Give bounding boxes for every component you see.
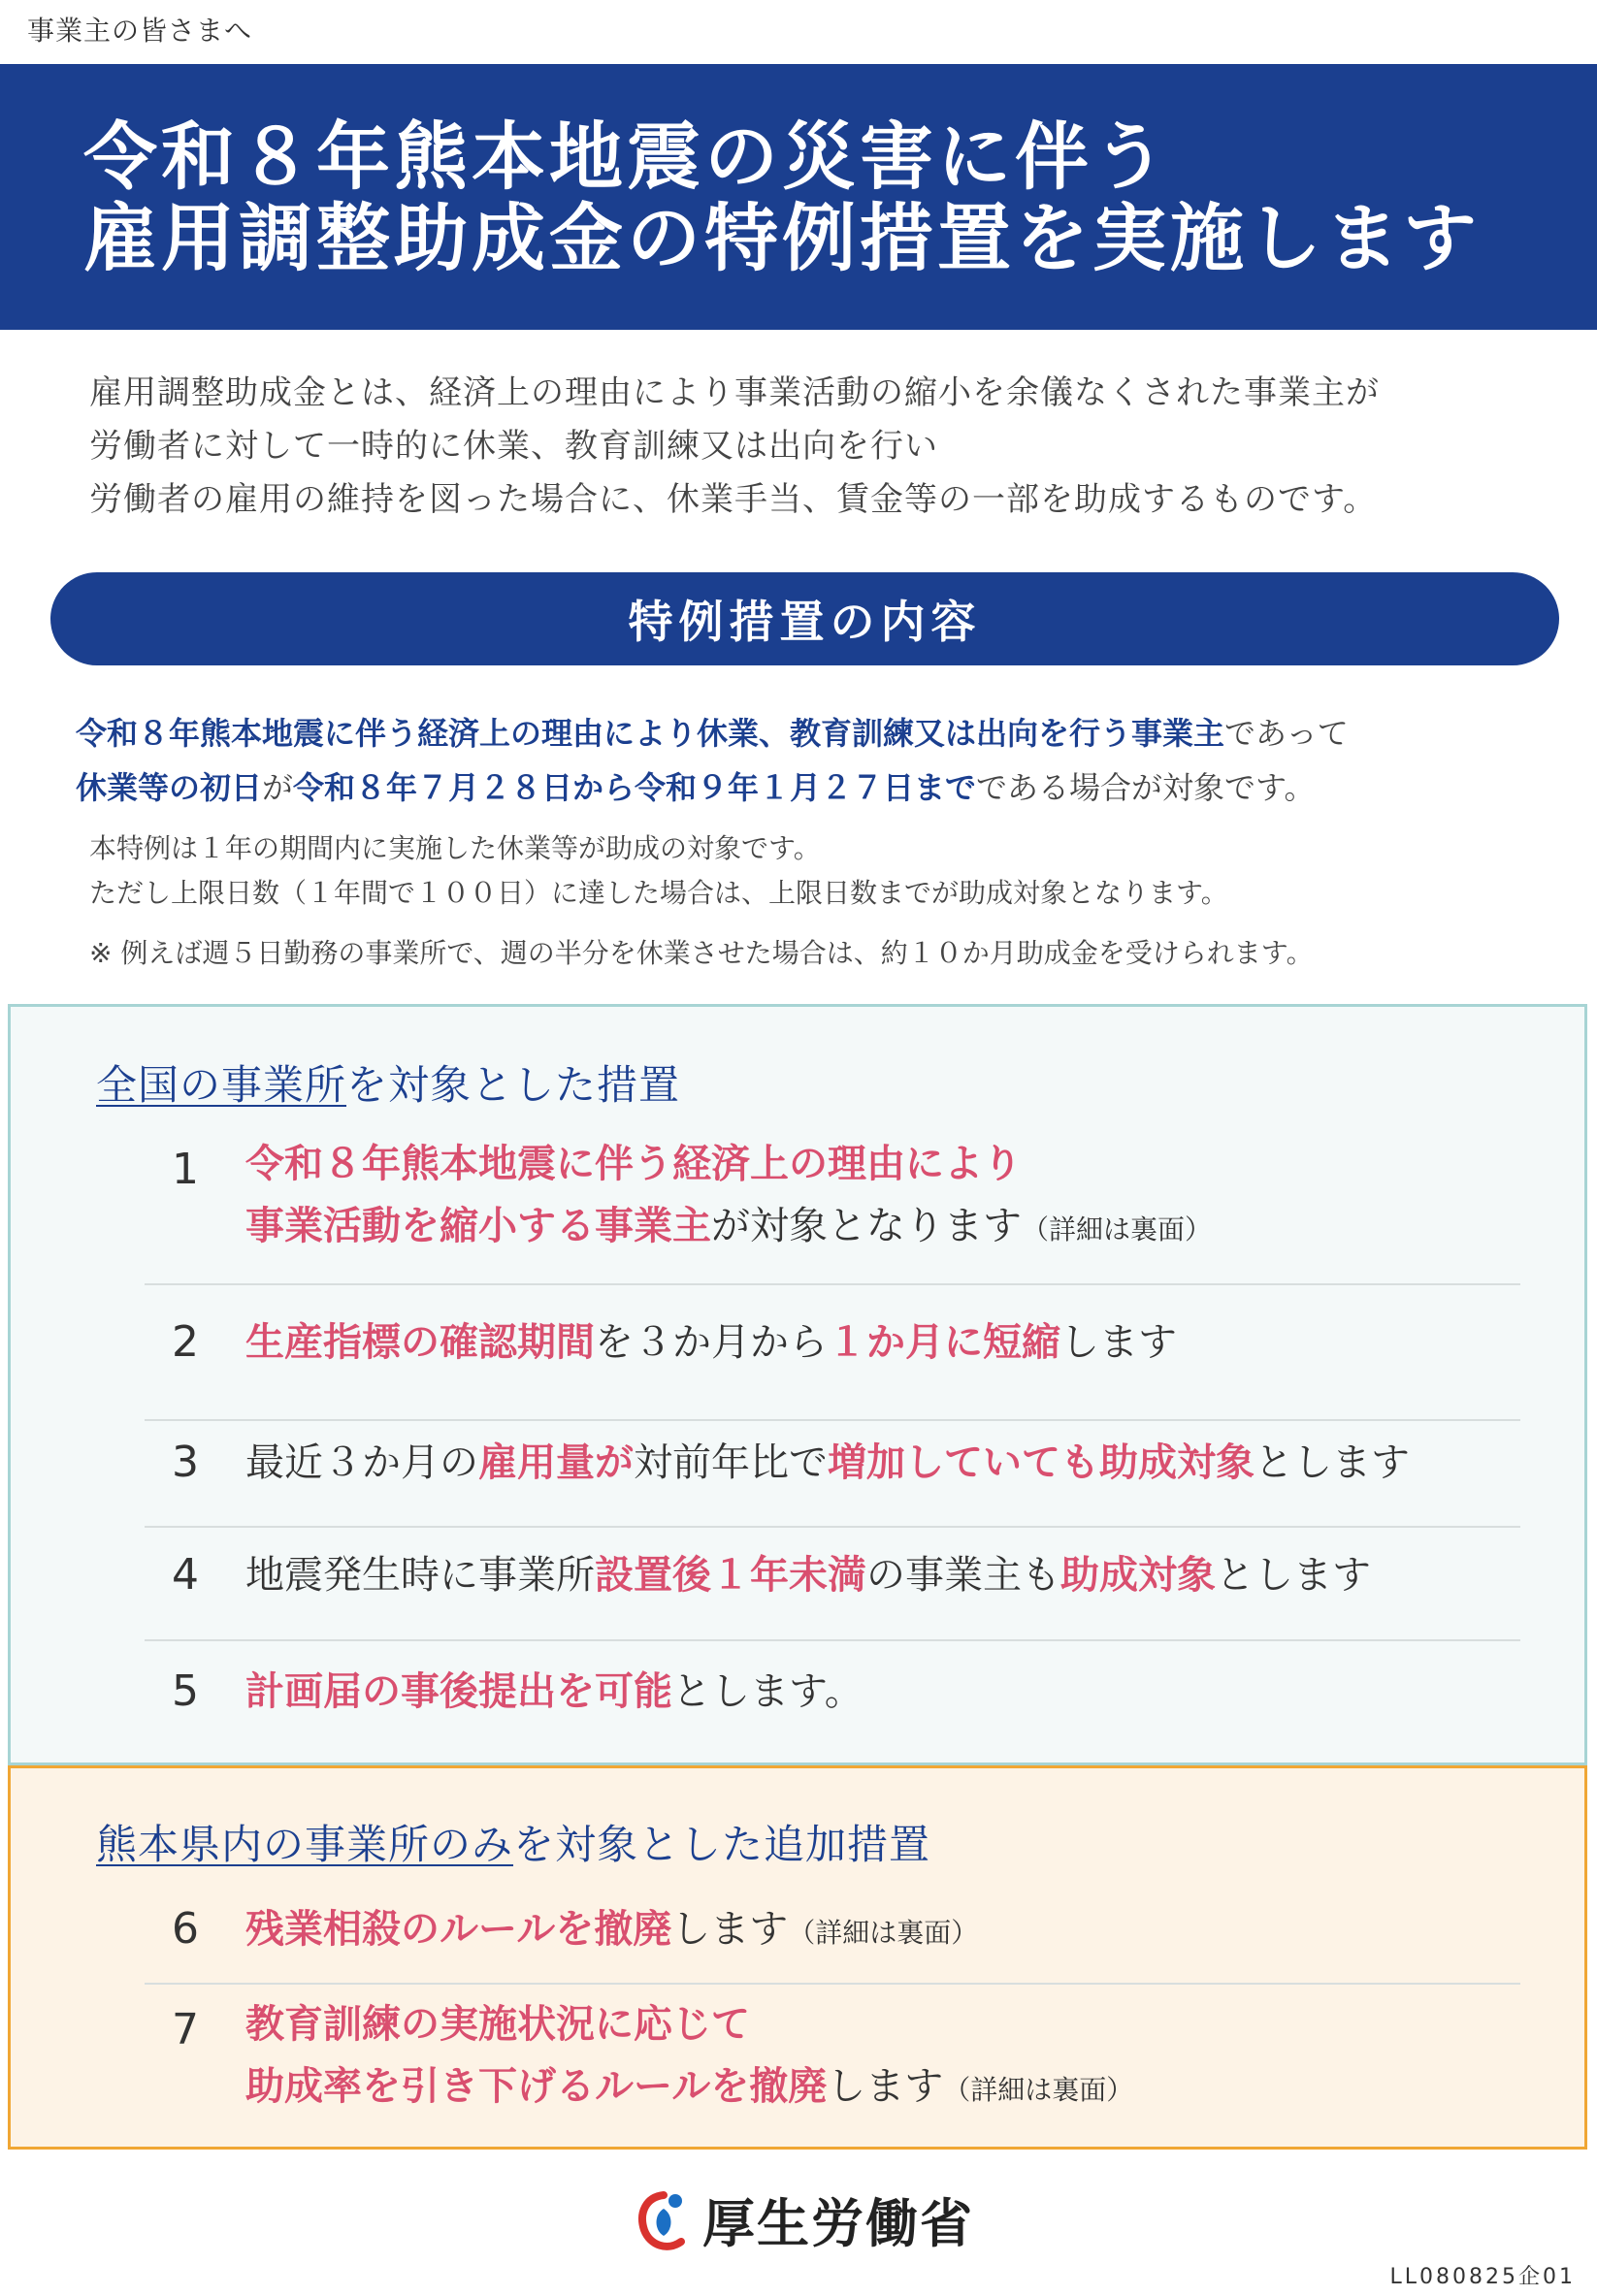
divider xyxy=(145,1526,1520,1528)
item-highlight: 残業相殺のルールを撤廃 xyxy=(245,1907,672,1952)
note-example: ※ 例えば週５日勤務の事業所で、週の半分を休業させた場合は、約１０か月助成金を受けられます。 xyxy=(89,937,1314,969)
item-note: （詳細は裏面） xyxy=(943,2074,1134,2106)
item-note: （詳細は裏面） xyxy=(1022,1213,1213,1245)
notes xyxy=(89,826,1564,976)
item-text: を３か月から xyxy=(595,1320,828,1365)
item-highlight: 助成対象 xyxy=(1060,1553,1216,1598)
item-text: とします xyxy=(1216,1553,1371,1598)
intro-line: 労働者の雇用の維持を図った場合に、休業手当、賃金等の一部を助成するものです。 xyxy=(89,480,1378,519)
item-highlight: 設置後１年未満 xyxy=(595,1553,866,1598)
item-number: 6 xyxy=(172,1904,199,1954)
item-number: 1 xyxy=(172,1145,199,1194)
kumamoto-heading xyxy=(96,1813,930,1871)
divider xyxy=(145,1983,1520,1985)
condition-line-1 xyxy=(76,706,1570,760)
ministry-logo xyxy=(635,2183,974,2257)
intro-line: 労働者に対して一時的に休業、教育訓練又は出向を行い xyxy=(89,427,938,466)
item-number: 7 xyxy=(172,2005,199,2054)
item-note: （詳細は裏面） xyxy=(788,1917,979,1949)
title-line-1: 令和８年熊本地震の災害に伴う xyxy=(83,113,1170,200)
item-text xyxy=(245,1544,1371,1606)
divider xyxy=(145,1639,1520,1641)
national-heading-rest: を対象とした措置 xyxy=(346,1061,681,1109)
note-line: 本特例は１年の期間内に実施した休業等が助成の対象です。 xyxy=(89,832,821,864)
intro-text xyxy=(89,367,1545,527)
item-highlight: 助成率を引き下げるルールを撤廃 xyxy=(245,2064,828,2109)
item-highlight: 計画届の事後提出を可能 xyxy=(245,1669,672,1714)
kumamoto-measures-box xyxy=(8,1765,1587,2150)
audience-label: 事業主の皆さまへ xyxy=(27,15,253,47)
item-number: 3 xyxy=(172,1438,199,1487)
intro-line: 雇用調整助成金とは、経済上の理由により事業活動の縮小を余儀なくされた事業主が xyxy=(89,373,1380,412)
item-text xyxy=(245,1311,1177,1374)
item-number: 4 xyxy=(172,1550,199,1600)
item-text: 地震発生時に事業所 xyxy=(245,1553,595,1598)
item-number: 5 xyxy=(172,1666,199,1716)
national-heading-underlined: 全国の事業所 xyxy=(96,1061,347,1109)
section-title: 特例措置の内容 xyxy=(628,596,982,648)
ministry-emblem-icon xyxy=(635,2187,693,2253)
item-text: の事業主も xyxy=(866,1553,1060,1598)
item-text: が対象となります xyxy=(711,1204,1022,1248)
item-number: 2 xyxy=(172,1317,199,1367)
item-text: とします。 xyxy=(672,1669,864,1714)
item-text: 最近３か月の xyxy=(245,1440,478,1485)
national-measures-box xyxy=(8,1004,1587,1765)
condition-text: である場合が対象です。 xyxy=(976,769,1316,806)
kumamoto-heading-rest: を対象とした追加措置 xyxy=(513,1821,931,1868)
document-code: LL080825企01 xyxy=(1389,2265,1576,2289)
condition-period: 令和８年７月２８日から令和９年１月２７日まで xyxy=(293,769,977,806)
divider xyxy=(145,1419,1520,1421)
section-title-pill xyxy=(50,572,1559,665)
item-text: します xyxy=(671,1907,789,1952)
item-highlight: 教育訓練の実施状況に応じて xyxy=(245,2002,750,2047)
item-text: 対前年比で xyxy=(634,1440,828,1485)
item-text: します xyxy=(827,2064,944,2109)
condition-bold: 令和８年熊本地震に伴う経済上の理由により休業、教育訓練又は出向を行う事業主 xyxy=(76,715,1225,752)
item-highlight: 事業活動を縮小する事業主 xyxy=(245,1204,711,1248)
condition-text: であって xyxy=(1224,715,1349,752)
title-banner xyxy=(0,64,1597,330)
item-highlight: １か月に短縮 xyxy=(828,1320,1060,1365)
condition-bold: 休業等の初日 xyxy=(76,769,263,806)
item-text: します xyxy=(1060,1320,1177,1365)
condition-line-2 xyxy=(76,760,1570,815)
divider xyxy=(145,1283,1520,1285)
condition-text: が xyxy=(262,769,294,806)
item-highlight: 雇用量が xyxy=(478,1440,634,1485)
national-heading xyxy=(96,1053,680,1112)
eligibility-condition xyxy=(76,706,1570,815)
item-text-line-1 xyxy=(245,1133,1022,1195)
item-text xyxy=(245,1661,864,1723)
item-highlight: 生産指標の確認期間 xyxy=(245,1320,595,1365)
item-text-line-2 xyxy=(245,2055,1133,2121)
item-text-line-2 xyxy=(245,1195,1212,1261)
note-line: ただし上限日数（１年間で１００日）に達した場合は、上限日数までが助成対象となります。 xyxy=(89,877,1228,909)
item-text: とします xyxy=(1255,1440,1410,1485)
kumamoto-heading-underlined: 熊本県内の事業所のみ xyxy=(96,1821,514,1868)
title-line-2: 雇用調整助成金の特例措置を実施します xyxy=(83,195,1481,281)
ministry-name: 厚生労働省 xyxy=(702,2193,974,2254)
item-highlight: 令和８年熊本地震に伴う経済上の理由により xyxy=(245,1142,1022,1186)
item-text xyxy=(245,1898,978,1964)
item-text-line-1 xyxy=(245,1993,750,2055)
item-highlight: 増加していても助成対象 xyxy=(828,1440,1255,1485)
item-text xyxy=(245,1432,1410,1494)
